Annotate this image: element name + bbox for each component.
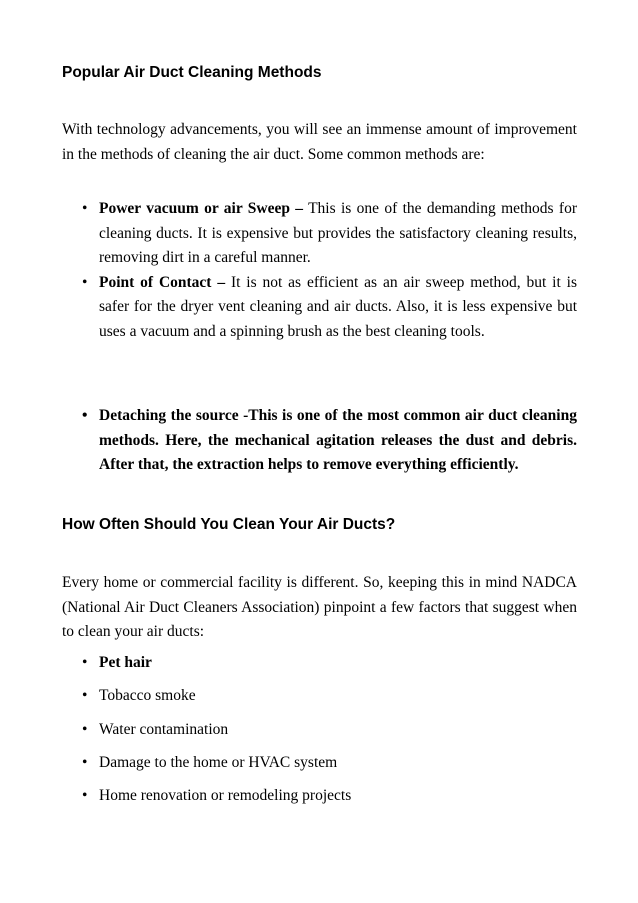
list-item-factor — [80, 784, 577, 808]
cleaning-methods-list-continued — [80, 404, 577, 478]
bullet-icon: • — [82, 787, 88, 805]
list-item-detaching-source — [80, 404, 577, 478]
method-title: Detaching the source — [99, 407, 239, 424]
bullet-icon: • — [82, 273, 88, 291]
cleaning-methods-list — [80, 197, 577, 344]
factor-text: Damage to the home or HVAC system — [99, 753, 338, 771]
cleaning-factors-list — [80, 651, 577, 817]
method-description: It is not as efficient as an air sweep method, but it is safer for the dryer vent cleaning and air ducts. Also, it is less expensive but uses a vacuum and a spinning brush as the best cleaning tools. — [99, 273, 577, 340]
section-heading-cleaning-methods: Popular Air Duct Cleaning Methods — [62, 64, 322, 81]
bullet-icon: • — [82, 720, 88, 738]
list-item-power-vacuum — [80, 197, 577, 271]
list-item-factor — [80, 751, 577, 775]
method-description: This is one of the demanding methods for cleaning ducts. It is expensive but provides the satisfactory cleaning results, removing dirt in a careful manner. — [99, 200, 577, 266]
list-item-factor — [80, 718, 577, 742]
list-item-factor — [80, 684, 577, 708]
bullet-icon: • — [82, 654, 88, 671]
list-item-factor — [80, 651, 577, 675]
bullet-icon: • — [82, 687, 88, 705]
factor-text: Tobacco smoke — [99, 687, 196, 705]
factor-text: Water contamination — [99, 720, 229, 738]
cleaning-frequency-intro: Every home or commercial facility is different. So, keeping this in mind NADCA (National Air Duct Cleaners Association) pinpoint a few factors that suggest when to clean your air ducts: — [62, 574, 577, 640]
method-title: Power vacuum or air Sweep – — [99, 200, 304, 217]
bullet-icon: • — [82, 407, 88, 424]
method-title: Point of Contact – — [99, 273, 226, 291]
factor-text: Home renovation or remodeling projects — [99, 787, 352, 805]
list-item-point-of-contact — [80, 271, 577, 345]
cleaning-methods-intro: With technology advancements, you will see an immense amount of improvement in the methods of cleaning the air duct. Some common methods are: — [62, 121, 577, 163]
factor-text: Pet hair — [99, 654, 152, 671]
method-description: -This is one of the most common air duct cleaning methods. Here, the mechanical agitation releases the dust and debris. After that, the extraction helps to remove everything efficiently. — [99, 407, 577, 473]
section-heading-cleaning-frequency: How Often Should You Clean Your Air Ducts? — [62, 516, 396, 533]
bullet-icon: • — [82, 753, 88, 771]
bullet-icon: • — [82, 200, 88, 217]
